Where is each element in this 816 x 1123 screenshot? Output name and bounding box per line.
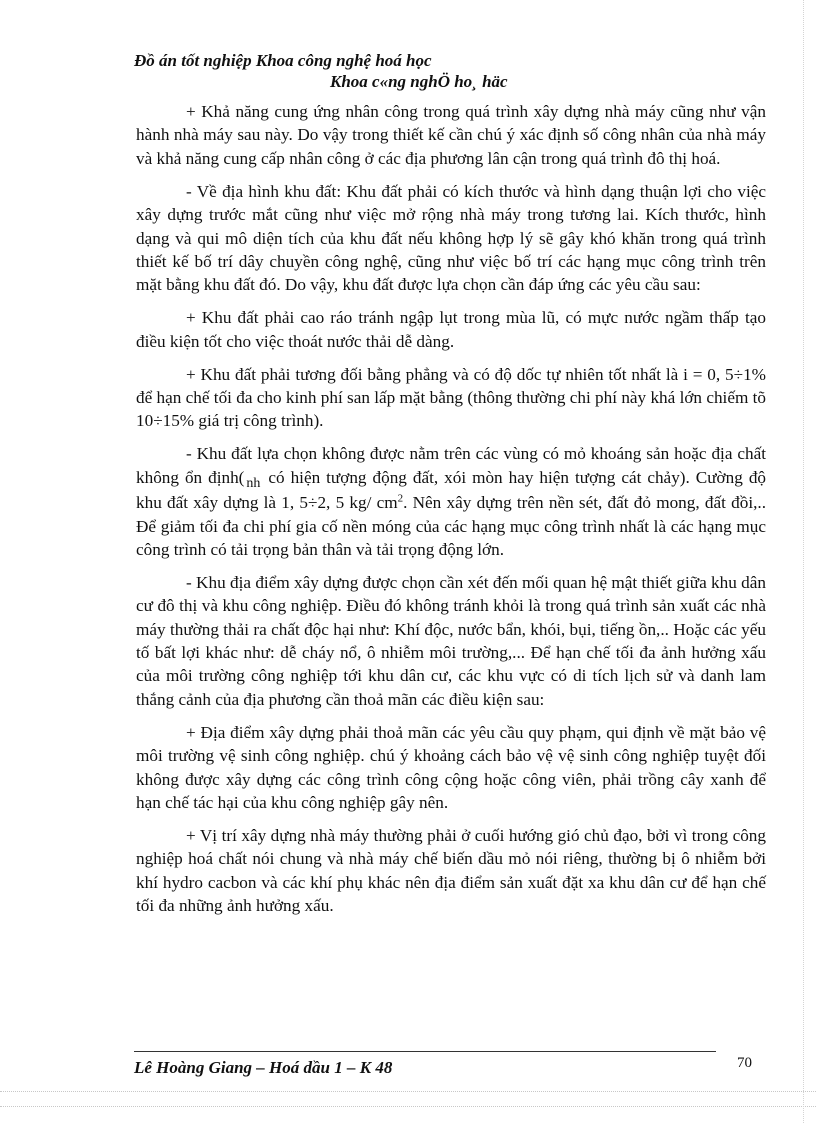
paragraph: - Về địa hình khu đất: Khu đất phải có kích thước và hình dạng thuận lợi cho việc xây dựng trước mắt cũng như việc mở rộng nhà máy trong tương lai. Kích thước, hình dạng và qui mô diện tích của khu đất nếu không hợp lý sẽ gây khó khăn trong quá trình thiết kế bố trí dây chuyền công nghệ, cũng như việc bố trí các hạng mục công trình trên mặt bằng khu đất đó. Do vậy, khu đất được lựa chọn cần đáp ứng các yêu cầu sau: <box>136 181 766 295</box>
document-header-subtitle: Khoa c«ng nghÖ ho¸ häc <box>330 72 508 91</box>
footer-author: Lê Hoàng Giang – Hoá dầu 1 – K 48 <box>134 1058 393 1077</box>
paragraph <box>136 442 766 561</box>
page-number: 70 <box>737 1055 752 1071</box>
paragraph-text: . Nên xây dựng trên nền sét, đất đỏ mong, đất đồi,.. Để giảm tối đa chi phí gia cố nền móng của các hạng mục công trình nhất là các hạng mục công trình có tải trọng bản thân và tải trọng động lớn. <box>136 493 766 559</box>
document-header-title: Đồ án tốt nghiệp Khoa công nghệ hoá học <box>134 51 432 70</box>
paragraph: + Vị trí xây dựng nhà máy thường phải ở cuối hướng gió chủ đạo, bởi vì trong công nghiệp hoá chất nói chung và nhà máy chế biến dầu mỏ nói riêng, thường bị ô nhiễm bởi khí hydro cacbon và các khí phụ khác nên địa điểm sản xuất đặt xa khu dân cư để hạn chế tối đa những ảnh hưởng xấu. <box>136 825 766 916</box>
paragraph-text: - Khu đất lựa chọn không được nằm trên các vùng có mỏ khoáng sản hoặc địa chất không ổn định( <box>136 444 766 487</box>
paragraph-text: có hiện tượng động đất, xói mòn hay hiện tượng cát chảy). Cường độ khu đất xây dựng là 1, 5÷2, 5 kg/ cm <box>136 467 767 513</box>
subscript-text: nh <box>246 475 261 491</box>
paragraph: + Khu đất phải tương đối bằng phẳng và có độ dốc tự nhiên tốt nhất là i = 0, 5÷1% để hạn chế tối đa cho kinh phí san lấp mặt bằng (thông thường chi phí này khá lớn chiếm tõ 10÷15% giá trị công trình). <box>136 364 766 431</box>
dotted-guide-line <box>803 0 804 1123</box>
paragraph: + Địa điểm xây dựng phải thoả mãn các yêu cầu quy phạm, qui định về mặt bảo vệ môi trường vệ sinh công nghiệp. chú ý khoảng cách bảo vệ vệ sinh công nghiệp tuyệt đối không được xây dựng các công trình công cộng hoặc công viên, phải trồng cây xanh để hạn chế tác hại của khu công nghiệp gây nên. <box>136 722 766 812</box>
paragraph: + Khả năng cung ứng nhân công trong quá trình xây dựng nhà máy cũng như vận hành nhà máy sau này. Do vậy trong thiết kế cần chú ý xác định số công nhân của nhà máy và khả năng cung cấp nhân công ở các địa phương lân cận trong quá trình đô thị hoá. <box>136 102 766 168</box>
superscript-text: 2 <box>397 492 404 505</box>
paragraph: - Khu địa điểm xây dựng được chọn cần xét đến mối quan hệ mật thiết giữa khu dân cư đô thị và khu công nghiệp. Điều đó không tránh khỏi là trong quá trình sản xuất các nhà máy thường thải ra chất độc hại như: Khí độc, nước bẩn, khói, bụi, tiếng ồn,.. Hoặc các yếu tố bất lợi khác như: dễ cháy nổ, ô nhiễm môi trường,... Để hạn chế tối đa ảnh hưởng xấu của môi trường công nghiệp tới khu dân cư, các khu vực có di tích lịch sử và danh lam thắng cảnh của địa phương cần thoả mãn các điều kiện sau: <box>136 572 766 709</box>
footer-divider <box>134 1051 716 1052</box>
page-body <box>136 100 766 927</box>
dotted-guide-line <box>0 1106 816 1107</box>
dotted-guide-line <box>0 1091 816 1092</box>
paragraph: + Khu đất phải cao ráo tránh ngập lụt trong mùa lũ, có mực nước ngầm thấp tạo điều kiện tốt cho việc thoát nước thải dễ dàng. <box>136 308 766 351</box>
